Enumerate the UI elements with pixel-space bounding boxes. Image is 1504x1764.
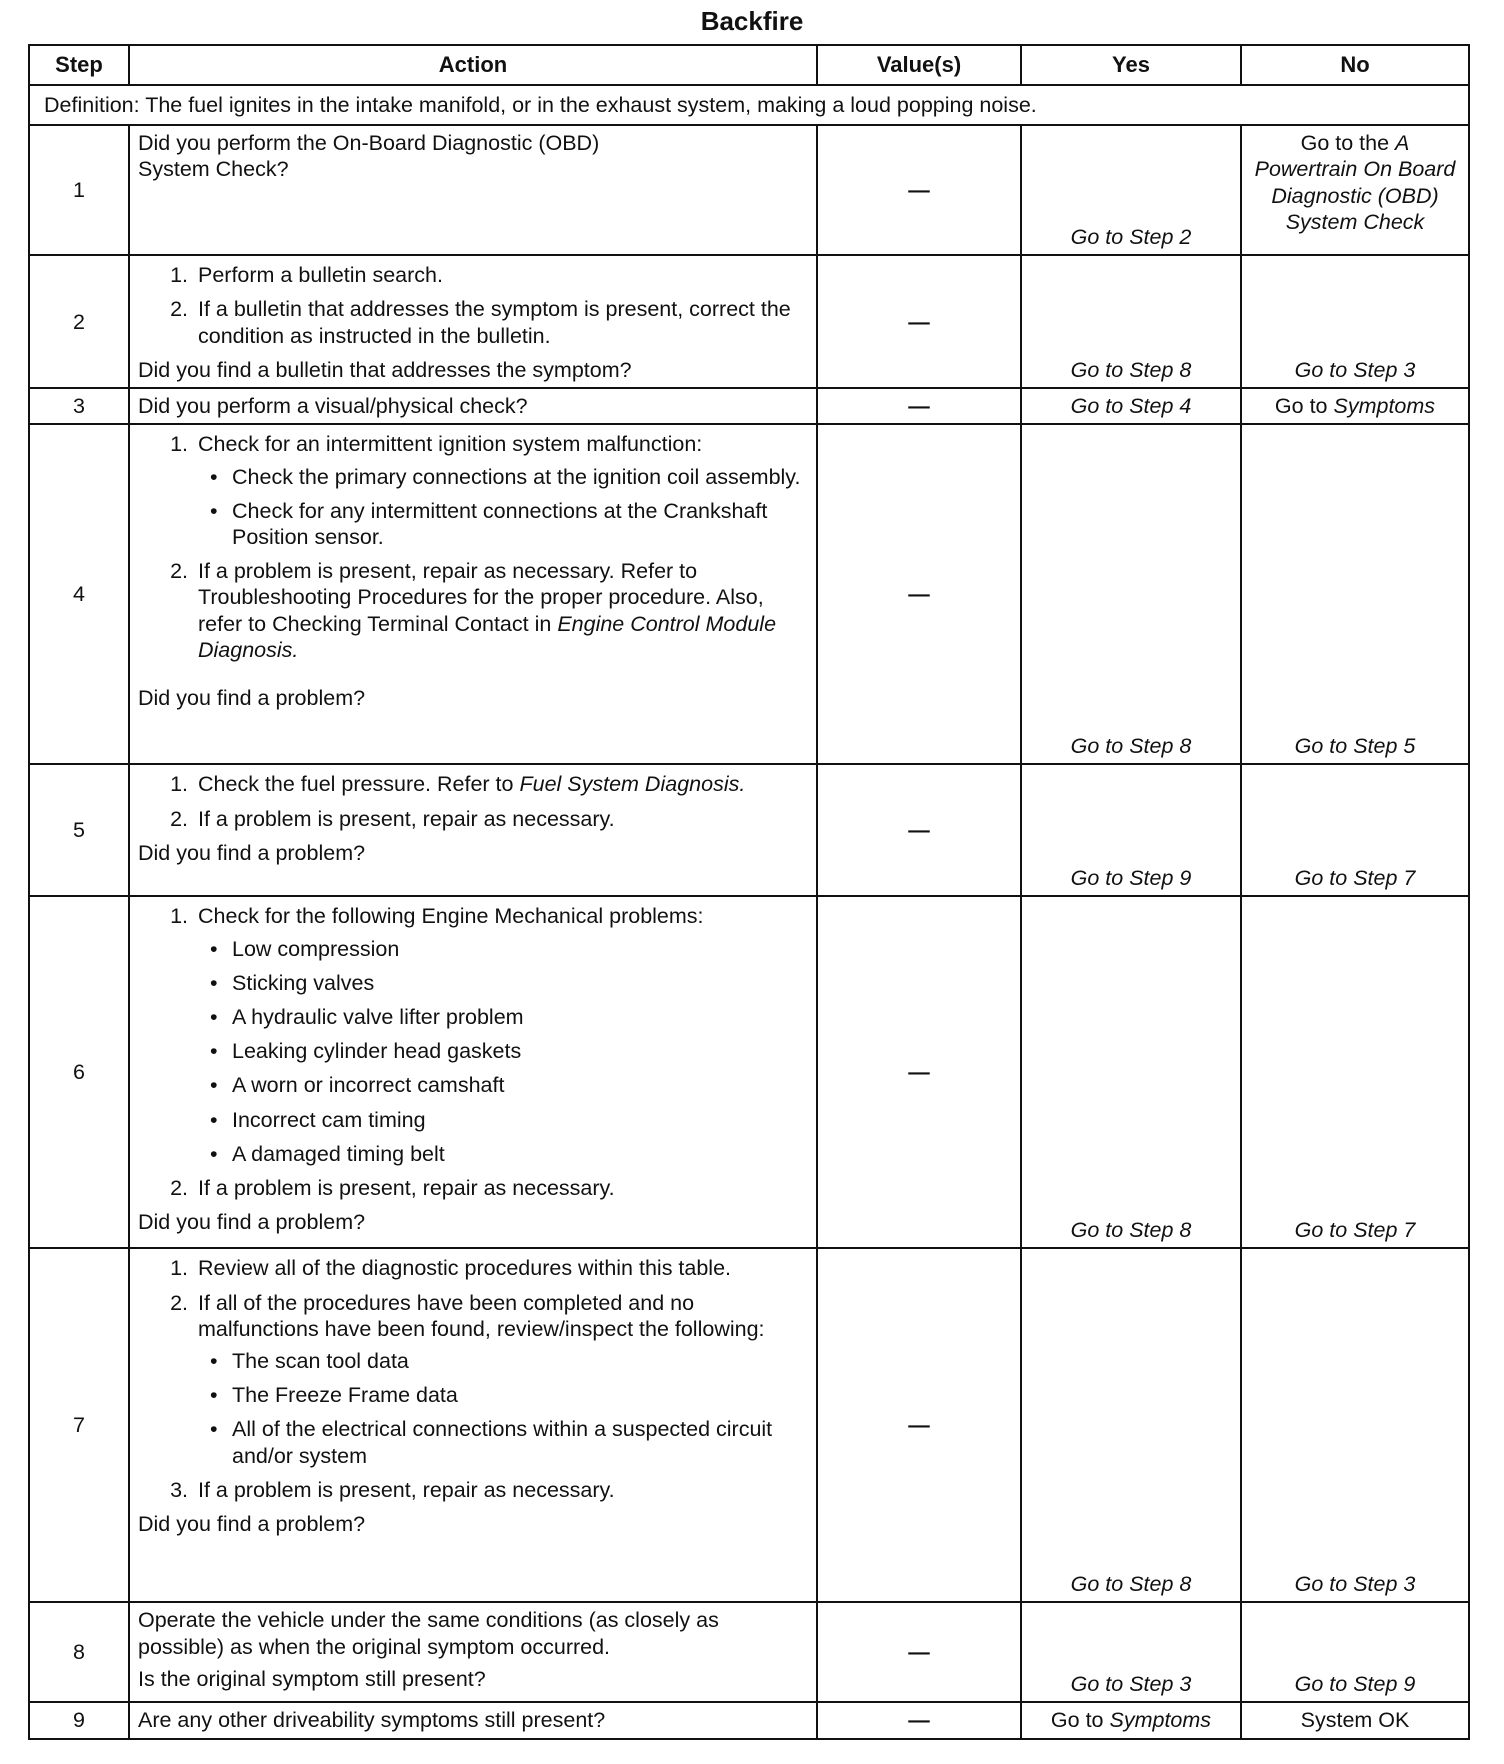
yes-link[interactable]: Go to Step 8: [1070, 357, 1192, 382]
table-row: [29, 1248, 1469, 1602]
action-question: Is the original symptom still present?: [138, 1666, 486, 1691]
header-values: Value(s): [817, 45, 1021, 85]
action-cell: [129, 1248, 817, 1602]
no-link[interactable]: Go to Step 3: [1294, 357, 1416, 382]
value-cell: —: [817, 424, 1021, 764]
table-row: [29, 255, 1469, 388]
bullet-item: • Low compression: [232, 936, 808, 962]
yes-link[interactable]: Go to Step 2: [1070, 225, 1192, 249]
table-row: [29, 424, 1469, 764]
list-item-text: If all of the procedures have been completed and no malfunctions have been found, review/inspect the following:: [198, 1290, 765, 1341]
no-link[interactable]: Go to Step 5: [1294, 734, 1416, 759]
bullet-item: • The Freeze Frame data: [232, 1382, 808, 1408]
yes-prefix: Go to: [1050, 1708, 1104, 1733]
bullet-list: [198, 464, 808, 551]
header-action: Action: [129, 45, 817, 85]
value-cell: —: [817, 1248, 1021, 1602]
action-cell: [129, 764, 817, 896]
action-question: Are any other driveability symptoms still present?: [129, 1702, 817, 1738]
yes-link[interactable]: Go to Step 8: [1070, 1572, 1192, 1597]
bullet-item: • A hydraulic valve lifter problem: [232, 1004, 808, 1030]
value-cell: —: [817, 1602, 1021, 1702]
no-link[interactable]: Symptoms: [1333, 394, 1436, 419]
no-link[interactable]: Go to Step 3: [1294, 1572, 1416, 1597]
yes-cell: [1021, 255, 1241, 388]
list-item: [194, 771, 808, 797]
table-row: [29, 764, 1469, 896]
bullet-item: • Incorrect cam timing: [232, 1107, 808, 1133]
list-item-text: Check the fuel pressure. Refer to: [198, 772, 514, 797]
list-item-text: If a problem is present, repair as necessary. Refer to Troubleshooting Procedures for the proper procedure. Also, refer to Checking Terminal Contact in: [198, 559, 764, 636]
value-cell: —: [817, 125, 1021, 255]
action-question: Did you find a problem?: [138, 1210, 366, 1235]
no-prefix: Go to: [1274, 394, 1328, 419]
list-item: 2. If a problem is present, repair as necessary.: [194, 1175, 808, 1201]
header-no: No: [1241, 45, 1469, 85]
action-question: Did you find a bulletin that addresses the symptom?: [138, 357, 632, 382]
step-number: 3: [29, 388, 129, 424]
step-number: 6: [29, 896, 129, 1248]
action-question: Did you perform the On-Board Diagnostic (OBD) System Check?: [138, 131, 600, 182]
no-cell: [1241, 764, 1469, 896]
no-link[interactable]: A Powertrain On Board Diagnostic (OBD) System Check: [1254, 131, 1456, 234]
yes-link[interactable]: Go to Step 3: [1070, 1672, 1192, 1697]
bullet-list: [198, 936, 808, 1168]
action-cell: [129, 424, 817, 764]
step-number: 9: [29, 1702, 129, 1738]
yes-cell: [1021, 1248, 1241, 1602]
bullet-item: • Check the primary connections at the ignition coil assembly.: [232, 464, 808, 490]
action-question: Did you find a problem?: [138, 840, 366, 865]
no-cell: System OK: [1241, 1702, 1469, 1738]
definition-text: Definition: The fuel ignites in the intake manifold, or in the exhaust system, making a loud popping noise.: [29, 85, 1469, 125]
step-number: 5: [29, 764, 129, 896]
yes-cell: [1021, 1702, 1241, 1738]
list-item: 3. If a problem is present, repair as necessary.: [194, 1477, 808, 1503]
action-list: [138, 431, 808, 663]
action-cell: [129, 896, 817, 1248]
header-yes: Yes: [1021, 45, 1241, 85]
action-cell: [129, 125, 817, 255]
action-list: [138, 262, 808, 349]
no-prefix: Go to the: [1300, 131, 1390, 156]
yes-cell: [1021, 424, 1241, 764]
action-question: Did you find a problem?: [138, 686, 366, 711]
yes-cell: [1021, 388, 1241, 424]
action-list: [138, 903, 808, 1201]
table-row: [29, 388, 1469, 424]
list-item: 1. Review all of the diagnostic procedures within this table.: [194, 1255, 808, 1281]
step-number: 7: [29, 1248, 129, 1602]
yes-link[interactable]: Go to Step 9: [1070, 866, 1192, 891]
no-cell: [1241, 125, 1469, 255]
no-cell: [1241, 1602, 1469, 1702]
action-cell: [129, 1602, 817, 1702]
list-item: 2. If a bulletin that addresses the symptom is present, correct the condition as instructed in the bulletin.: [194, 296, 808, 348]
yes-link[interactable]: Go to Step 8: [1070, 1218, 1192, 1243]
bullet-item: • Check for any intermittent connections at the Crankshaft Position sensor.: [232, 498, 808, 550]
bullet-item: • Leaking cylinder head gaskets: [232, 1038, 808, 1064]
bullet-item: • Sticking valves: [232, 970, 808, 996]
yes-link[interactable]: Go to Step 4: [1070, 394, 1192, 419]
list-item: 2. If a problem is present, repair as necessary.: [194, 806, 808, 832]
no-cell: [1241, 424, 1469, 764]
table-row: [29, 896, 1469, 1248]
list-item: 1. Perform a bulletin search.: [194, 262, 808, 288]
bullet-item: • A worn or incorrect camshaft: [232, 1072, 808, 1098]
yes-cell: [1021, 764, 1241, 896]
list-item: [194, 1290, 808, 1469]
value-cell: —: [817, 388, 1021, 424]
yes-link[interactable]: Go to Step 8: [1070, 734, 1192, 759]
table-row: [29, 1602, 1469, 1702]
yes-cell: [1021, 125, 1241, 255]
value-cell: —: [817, 1702, 1021, 1738]
list-item: [194, 903, 808, 1167]
step-number: 8: [29, 1602, 129, 1702]
table-row: [29, 125, 1469, 255]
action-question: Did you find a problem?: [138, 1512, 366, 1537]
reference-link[interactable]: Engine Control Module Diagnosis.: [198, 611, 777, 662]
no-link[interactable]: Go to Step 7: [1294, 1218, 1416, 1243]
header-row: [29, 45, 1469, 85]
yes-cell: [1021, 1602, 1241, 1702]
value-cell: —: [817, 255, 1021, 388]
no-cell: [1241, 388, 1469, 424]
value-cell: —: [817, 896, 1021, 1248]
no-cell: [1241, 255, 1469, 388]
no-link[interactable]: Go to Step 7: [1294, 866, 1416, 891]
page-title: Backfire: [700, 6, 804, 36]
list-item: [194, 431, 808, 550]
reference-link[interactable]: Fuel System Diagnosis.: [519, 772, 746, 797]
bullet-item: • The scan tool data: [232, 1348, 808, 1374]
bullet-list: [198, 1348, 808, 1469]
step-number: 1: [29, 125, 129, 255]
list-item-text: Check for the following Engine Mechanical problems:: [198, 904, 704, 929]
action-cell: [129, 255, 817, 388]
bullet-item: • A damaged timing belt: [232, 1141, 808, 1167]
definition-row: [29, 85, 1469, 125]
action-list: [138, 1255, 808, 1503]
action-text: Operate the vehicle under the same conditions (as closely as possible) as when the original symptom occurred.: [138, 1608, 719, 1659]
yes-cell: [1021, 896, 1241, 1248]
header-step: Step: [29, 45, 129, 85]
diagnostic-table: [28, 44, 1470, 1740]
list-item-text: Check for an intermittent ignition system malfunction:: [198, 432, 703, 457]
list-item: [194, 558, 808, 663]
step-number: 2: [29, 255, 129, 388]
no-cell: [1241, 1248, 1469, 1602]
action-question: Did you perform a visual/physical check?: [129, 388, 817, 424]
step-number: 4: [29, 424, 129, 764]
yes-link[interactable]: Symptoms: [1109, 1708, 1212, 1733]
value-cell: —: [817, 764, 1021, 896]
no-cell: [1241, 896, 1469, 1248]
no-link[interactable]: Go to Step 9: [1294, 1672, 1416, 1697]
bullet-item: • All of the electrical connections within a suspected circuit and/or system: [232, 1416, 808, 1468]
table-row: [29, 1702, 1469, 1738]
action-list: [138, 771, 808, 831]
